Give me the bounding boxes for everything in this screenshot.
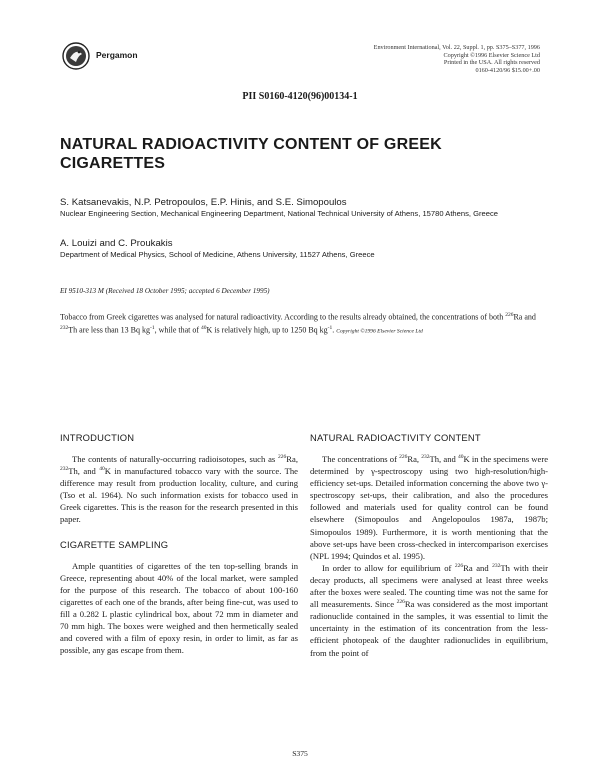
author-list: S. Katsanevakis, N.P. Petropoulos, E.P. Hinis, and S.E. Simopoulos — [60, 197, 347, 208]
body-paragraph: The contents of naturally-occurring radioisotopes, such as $^{226}$Ra, $^{232}$Th, and $^{40}$K in manufactured tobacco vary with the source. The difference may result from production locality, culture, and curing (Tso et al. 1964). No such information exists for tobacco used in Greek cigarettes. This is the reason for the research presented in this paper. — [60, 454, 298, 525]
journal-line: Printed in the USA. All rights reserved — [443, 59, 540, 67]
author-affiliation: Department of Medical Physics, School of Medicine, Athens University, 11527 Athens, Greece — [60, 250, 375, 259]
right-column — [310, 432, 548, 659]
section-heading: CIGARETTE SAMPLING — [60, 538, 169, 550]
author-affiliation: Nuclear Engineering Section, Mechanical Engineering Department, National Technical University of Athens, 15780 Athens, Greece — [60, 209, 499, 218]
received-dates: EI 9510-313 M (Received 18 October 1995; accepted 6 December 1995) — [60, 287, 270, 295]
abstract: Tobacco from Greek cigarettes was analysed for natural radioactivity. According to the results already obtained, the concentrations of both $^{226}$Ra and $^{232}$Th are less than 13 Bq $kg^{-1}$, while that of $^{40}$K is relatively high, up to 1250 Bq $kg^{-1}$. Copyright ©1996 Elsevier Science Ltd — [60, 312, 536, 335]
pii-identifier: PII S0160-4120(96)00134-1 — [242, 91, 358, 102]
section-heading: INTRODUCTION — [60, 432, 135, 443]
publisher-logo-icon — [62, 42, 90, 70]
journal-line: 0160-4120/96 $15.00+.00 — [475, 66, 540, 74]
left-column — [60, 432, 298, 656]
paper-title: NATURAL RADIOACTIVITY CONTENT OF GREEK CIGARETTES — [60, 136, 442, 172]
body-paragraph: Ample quantities of cigarettes of the ten top-selling brands in Greece, representing about 40% of the local market, were sampled for the purpose of this research. The tobacco of about 100-160 cigarettes of each one of the brands, after being fine-cut, was used to fill a 0.282 L plastic cylindrical box, about 72 mm in diameter and 70 mm high. The boxes were weighed and then hermetically sealed and covered with a film of epoxy resin, in order to limit, as far as possible, any gas escape from them. — [60, 560, 298, 656]
page-number: S375 — [292, 749, 308, 758]
publisher-name: Pergamon — [96, 50, 138, 60]
journal-line: Copyright ©1996 Elsevier Science Ltd — [443, 51, 540, 59]
journal-line: Environment International, Vol. 22, Suppl. 1, pp. S375–S377, 1996 — [373, 44, 540, 51]
body-paragraph: The concentrations of $^{226}$Ra, $^{232}$Th, and $^{40}$K in the specimens were determined by γ-spectroscopy using two high-resolution/high-efficiency set-ups. Detailed information concerning the above two γ-spectroscopy set-ups, their calibration, and also the procedures followed and materials used for quality control can be found elsewhere (Simopoulos and Angelopoulos 1987a, 1987b; Simopoulos 1989). Furthermore, it is worth mentioning that the above set-ups have been cross-checked in intercomparison exercises (NPL 1994; Quindos et al. 1995). — [310, 454, 549, 561]
author-list: A. Louizi and C. Proukakis — [60, 238, 173, 249]
journal-info — [330, 44, 540, 74]
section-heading: NATURAL RADIOACTIVITY CONTENT — [310, 432, 481, 443]
body-paragraph: In order to allow for equilibrium of $^{226}$Ra and $^{232}$Th with their decay products, all specimens were analysed at least three weeks after the boxes were sealed. The counting time was not the same for all measurements. Since $^{226}$Ra was considered as the most important radionuclide contained in the samples, it was essential to limit the uncertainty in the estimation of its concentration from the less-efficient photopeak of the daughter radionuclides in equilibrium, from the point of — [310, 562, 549, 658]
copyright-notice: Copyright ©1996 Elsevier Science Ltd — [336, 328, 423, 335]
